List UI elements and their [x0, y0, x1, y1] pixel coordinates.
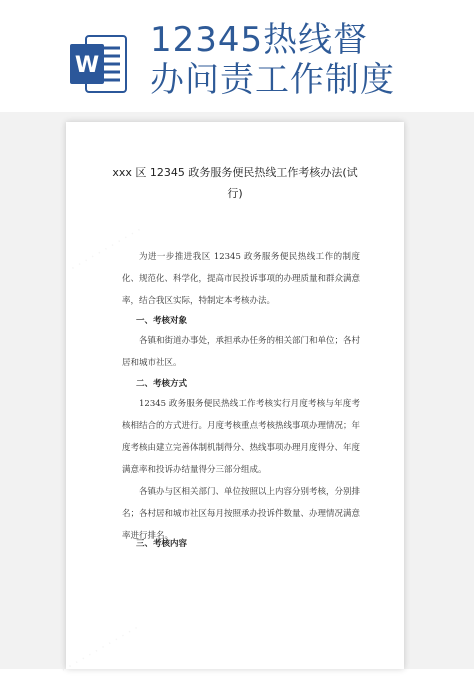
word-document-icon [70, 32, 128, 96]
intro-paragraph: 为进一步推进我区 12345 政务服务便民热线工作的制度化、规范化、科学化，提高市民投诉事项的办理质量和群众满意率，结合我区实际，特制定本考核办法。 [122, 252, 361, 306]
header [0, 0, 474, 112]
section-1-paragraph: 各镇和街道办事处，承担承办任务的相关部门和单位；各村居和城市社区。 [122, 336, 361, 368]
svg-text:W: W [74, 53, 100, 78]
title-line-1: 12345热线督 [150, 20, 369, 60]
section-2-heading: 二、考核方式 [136, 379, 188, 389]
section-2-paragraph-1: 12345 政务服务便民热线工作考核实行月度考核与年度考核相结合的方式进行。月度考核重点考核热线事项办理情况；年度考核由建立完善体制机制得分、热线事项办理月度得分、年度满意率和投诉办结量得分三部分组成。 [122, 399, 361, 475]
document-title [66, 162, 404, 204]
document-title-line-1: xxx 区 12345 政务服务便民热线工作考核办法(试 [112, 166, 358, 179]
watermark: · · · · · · · · · · · [67, 222, 145, 276]
watermark: · · · · · · · · · · · · [58, 621, 142, 677]
section-2-paragraph-2: 各镇办与区相关部门、单位按照以上内容分别考核，分别排名；各村居和城市社区每月按照承办投诉件数量、办理情况满意率进行排名。 [122, 487, 361, 541]
document-page [58, 122, 404, 677]
page-title [150, 20, 450, 100]
section-1-heading: 一、考核对象 [136, 316, 188, 326]
document-title-line-2: 行) [227, 187, 243, 200]
section-3-heading: 三、考核内容 [136, 539, 188, 549]
title-line-2: 办问责工作制度 [150, 60, 395, 100]
